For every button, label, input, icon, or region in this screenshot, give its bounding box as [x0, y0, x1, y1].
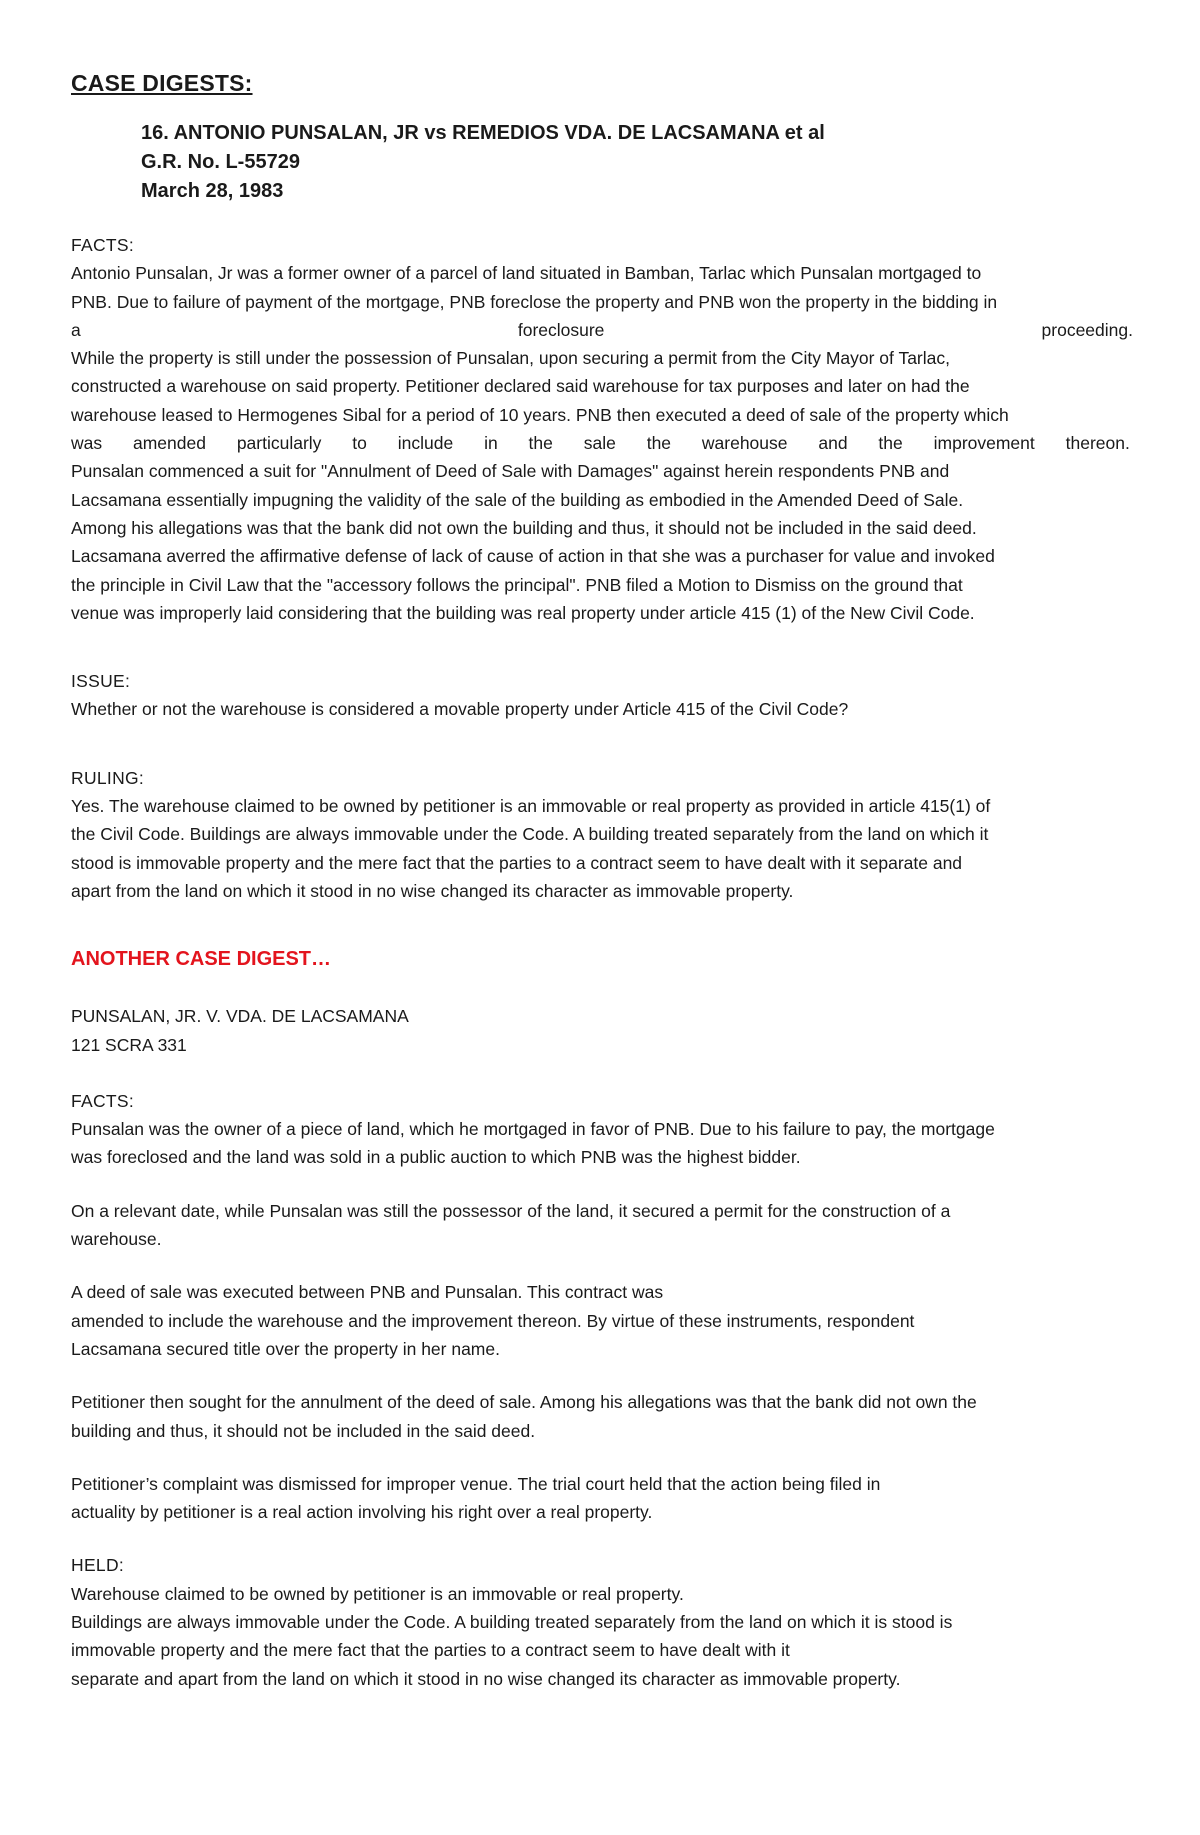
case2-facts-paragraph-2	[71, 1197, 1133, 1254]
case2-facts-paragraph-4	[71, 1388, 1133, 1445]
case2-facts-line: actuality by petitioner is a real action involving his right over a real property.	[71, 1502, 653, 1523]
case1-ruling-line: apart from the land on which it stood in no wise changed its character as immovable property.	[71, 880, 794, 901]
case1-facts-line: the principle in Civil Law that the "accessory follows the principal". PNB filed a Motion to Dismiss on the ground that	[71, 574, 963, 595]
case1-facts-line: was amended particularly to include in the sale the warehouse and the improvement thereon.	[71, 433, 1130, 454]
case2-facts-line: A deed of sale was executed between PNB and Punsalan. This contract was	[71, 1282, 664, 1303]
case1-heading: 16. ANTONIO PUNSALAN, JR vs REMEDIOS VDA. DE LACSAMANA et al	[141, 122, 825, 144]
case2-held-label: HELD:	[71, 1555, 125, 1576]
case1-gr-number: G.R. No. L-55729	[141, 151, 300, 173]
case1-issue-label: ISSUE:	[71, 671, 131, 692]
case2-held-line: Warehouse claimed to be owned by petitioner is an immovable or real property.	[71, 1583, 684, 1604]
case1-header	[141, 119, 1133, 206]
case1-facts-line: Lacsamana averred the affirmative defense of lack of cause of action in that she was a purchaser for value and invoked	[71, 546, 995, 567]
case2-facts-line: On a relevant date, while Punsalan was still the possessor of the land, it secured a permit for the construction of a	[71, 1200, 951, 1221]
case2-facts-line: Petitioner’s complaint was dismissed for improper venue. The trial court held that the action being filed in	[71, 1473, 881, 1494]
case2-facts-line: was foreclosed and the land was sold in a public auction to which PNB was the highest bidder.	[71, 1147, 801, 1168]
another-case-digest-heading: ANOTHER CASE DIGEST…	[71, 948, 332, 971]
case2-held-line: separate and apart from the land on which it stood in no wise changed its character as immovable property.	[71, 1668, 901, 1689]
case2-facts-line: warehouse.	[71, 1229, 162, 1250]
case2-header	[71, 1002, 1133, 1059]
case1-facts-paragraph	[71, 259, 1133, 627]
case1-ruling-paragraph	[71, 792, 1133, 905]
case2-facts-line: Petitioner then sought for the annulment of the deed of sale. Among his allegations was that the bank did not own the	[71, 1392, 977, 1413]
case1-facts-line: PNB. Due to failure of payment of the mortgage, PNB foreclose the property and PNB won the property in the bidding in	[71, 291, 998, 312]
case1-ruling-line: the Civil Code. Buildings are always immovable under the Code. A building treated separately from the land on which it	[71, 824, 989, 845]
document-page	[71, 70, 1133, 1693]
case1-facts-line: venue was improperly laid considering that the building was real property under article 415 (1) of the New Civil Code.	[71, 602, 975, 623]
case2-title: PUNSALAN, JR. V. VDA. DE LACSAMANA	[71, 1006, 409, 1027]
case1-ruling-line: Yes. The warehouse claimed to be owned by petitioner is an immovable or real property as provided in article 415(1) of	[71, 796, 991, 817]
case1-facts-line: Among his allegations was that the bank did not own the building and thus, it should not be included in the said deed.	[71, 517, 977, 538]
document-title: CASE DIGESTS:	[71, 70, 253, 96]
case1-facts-line: Lacsamana essentially impugning the validity of the sale of the building as embodied in the Amended Deed of Sale.	[71, 489, 964, 510]
case1-ruling-line: stood is immovable property and the mere fact that the parties to a contract seem to have dealt with it separate and	[71, 852, 963, 873]
case2-facts-line: amended to include the warehouse and the improvement thereon. By virtue of these instruments, respondent	[71, 1310, 915, 1331]
case1-facts-line: warehouse leased to Hermogenes Sibal for a period of 10 years. PNB then executed a deed of sale of the property which	[71, 404, 1009, 425]
case1-issue-text: Whether or not the warehouse is considered a movable property under Article 415 of the Civil Code?	[71, 699, 849, 720]
case2-facts-line: Lacsamana secured title over the property in her name.	[71, 1338, 500, 1359]
case1-ruling-label: RULING:	[71, 767, 145, 788]
case1-facts-line: Punsalan commenced a suit for "Annulment of Deed of Sale with Damages" against herein respondents PNB and	[71, 461, 950, 482]
case1-date: March 28, 1983	[141, 180, 284, 202]
case2-held-line: Buildings are always immovable under the Code. A building treated separately from the land on which it is stood is	[71, 1611, 953, 1632]
case1-facts-spread-line: a foreclosure proceeding.	[71, 319, 1133, 340]
case2-facts-paragraph-3	[71, 1278, 1133, 1363]
case1-facts-label: FACTS:	[71, 235, 135, 255]
case2-held-line: immovable property and the mere fact that the parties to a contract seem to have dealt with it	[71, 1640, 790, 1661]
case2-facts-label: FACTS:	[71, 1090, 135, 1111]
case1-facts-line: While the property is still under the possession of Punsalan, upon securing a permit from the City Mayor of Tarlac,	[71, 348, 950, 369]
case1-facts-line: Antonio Punsalan, Jr was a former owner of a parcel of land situated in Bamban, Tarlac which Punsalan mortgaged to	[71, 263, 982, 284]
case2-held-paragraph	[71, 1580, 1133, 1693]
case2-facts-paragraph-5	[71, 1470, 1133, 1527]
case2-facts-line: Punsalan was the owner of a piece of land, which he mortgaged in favor of PNB. Due to his failure to pay, the mortgage	[71, 1119, 995, 1140]
case1-facts-line: constructed a warehouse on said property. Petitioner declared said warehouse for tax purposes and later on had the	[71, 376, 970, 397]
case2-facts-line: building and thus, it should not be included in the said deed.	[71, 1420, 536, 1441]
case2-citation: 121 SCRA 331	[71, 1034, 187, 1055]
case2-facts-paragraph-1	[71, 1115, 1133, 1172]
